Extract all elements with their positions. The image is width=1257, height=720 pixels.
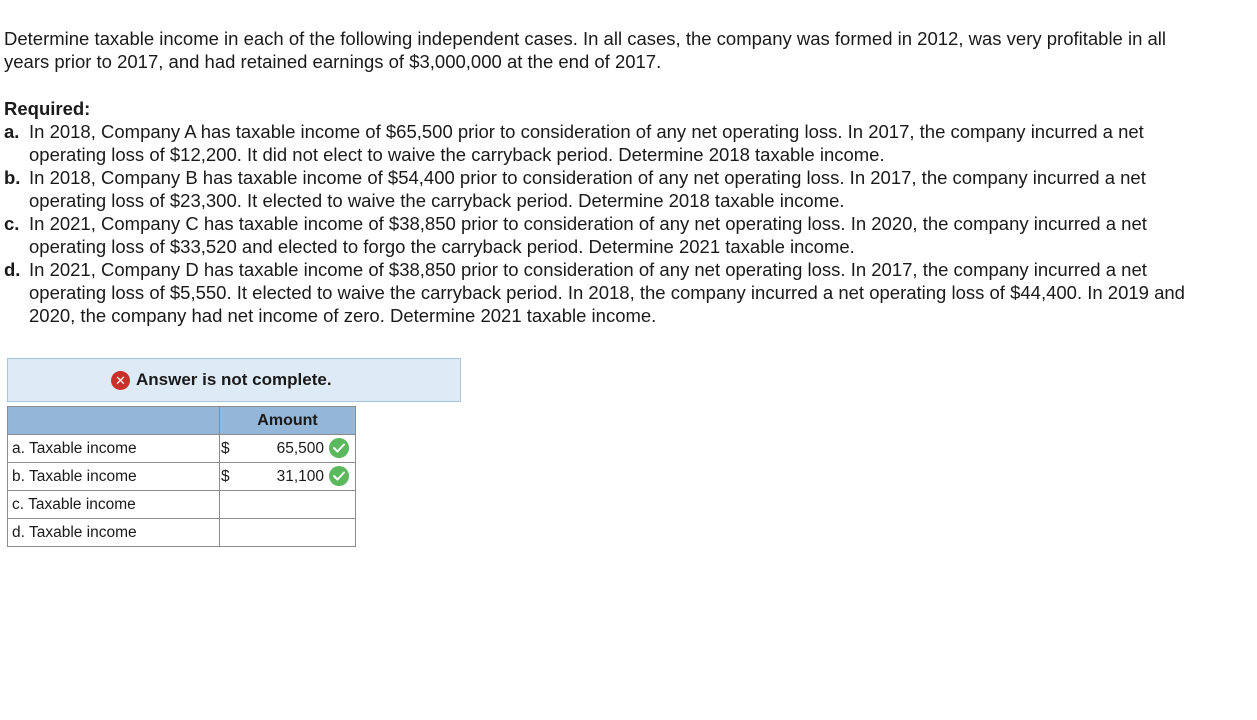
label-column-header xyxy=(8,407,220,435)
requirement-a xyxy=(4,120,1204,166)
row-label: c. Taxable income xyxy=(8,491,220,519)
requirement-b xyxy=(4,166,1204,212)
requirement-text: In 2021, Company C has taxable income of $38,850 prior to consideration of any net operating loss. In 2020, the company incurred a net operating loss of $33,520 and elected to forgo the carryback period. Determine 2021 taxable income. xyxy=(29,213,1147,257)
amount-cell[interactable] xyxy=(220,519,356,547)
requirement-letter: c. xyxy=(4,213,20,234)
check-circle-icon xyxy=(329,466,349,486)
amount-column-header: Amount xyxy=(220,407,356,435)
currency-symbol: $ xyxy=(221,468,230,485)
row-label: b. Taxable income xyxy=(8,463,220,491)
requirement-text: In 2018, Company A has taxable income of $65,500 prior to consideration of any net operating loss. In 2017, the company incurred a net operating loss of $12,200. It did not elect to waive the carryback period. Determine 2018 taxable income. xyxy=(29,121,1144,165)
check-circle-icon xyxy=(329,438,349,458)
currency-symbol: $ xyxy=(221,440,230,457)
table-row xyxy=(8,435,356,463)
amount-cell[interactable] xyxy=(220,463,356,491)
answer-table xyxy=(7,406,356,547)
requirement-c xyxy=(4,212,1204,258)
banner-content xyxy=(111,370,332,390)
x-circle-icon: ✕ xyxy=(111,371,130,390)
table-row xyxy=(8,463,356,491)
amount-cell[interactable] xyxy=(220,491,356,519)
row-label: d. Taxable income xyxy=(8,519,220,547)
requirement-letter: a. xyxy=(4,121,20,142)
amount-cell[interactable] xyxy=(220,435,356,463)
requirements-list xyxy=(4,120,1204,327)
requirement-letter: d. xyxy=(4,259,21,280)
requirement-letter: b. xyxy=(4,167,21,188)
table-row xyxy=(8,491,356,519)
banner-text: Answer is not complete. xyxy=(136,370,332,389)
table-header-row xyxy=(8,407,356,435)
amount-value[interactable]: 65,500 xyxy=(276,440,324,457)
answer-status-banner xyxy=(7,358,461,402)
requirement-text: In 2021, Company D has taxable income of $38,850 prior to consideration of any net operating loss. In 2017, the company incurred a net operating loss of $5,550. It elected to waive the carryback period. In 2018, the company incurred a net operating loss of $44,400. In 2019 and 2020, the company had net income of zero. Determine 2021 taxable income. xyxy=(29,259,1185,326)
problem-intro: Determine taxable income in each of the following independent cases. In all cases, the company was formed in 2012, was very profitable in all years prior to 2017, and had retained earnings of $3,000,000 at the end of 2017. xyxy=(4,28,1167,72)
requirement-d xyxy=(4,258,1204,327)
table-row xyxy=(8,519,356,547)
required-heading: Required: xyxy=(4,98,91,119)
amount-value[interactable]: 31,100 xyxy=(276,468,324,485)
requirement-text: In 2018, Company B has taxable income of $54,400 prior to consideration of any net operating loss. In 2017, the company incurred a net operating loss of $23,300. It elected to waive the carryback period. Determine 2018 taxable income. xyxy=(29,167,1146,211)
row-label: a. Taxable income xyxy=(8,435,220,463)
